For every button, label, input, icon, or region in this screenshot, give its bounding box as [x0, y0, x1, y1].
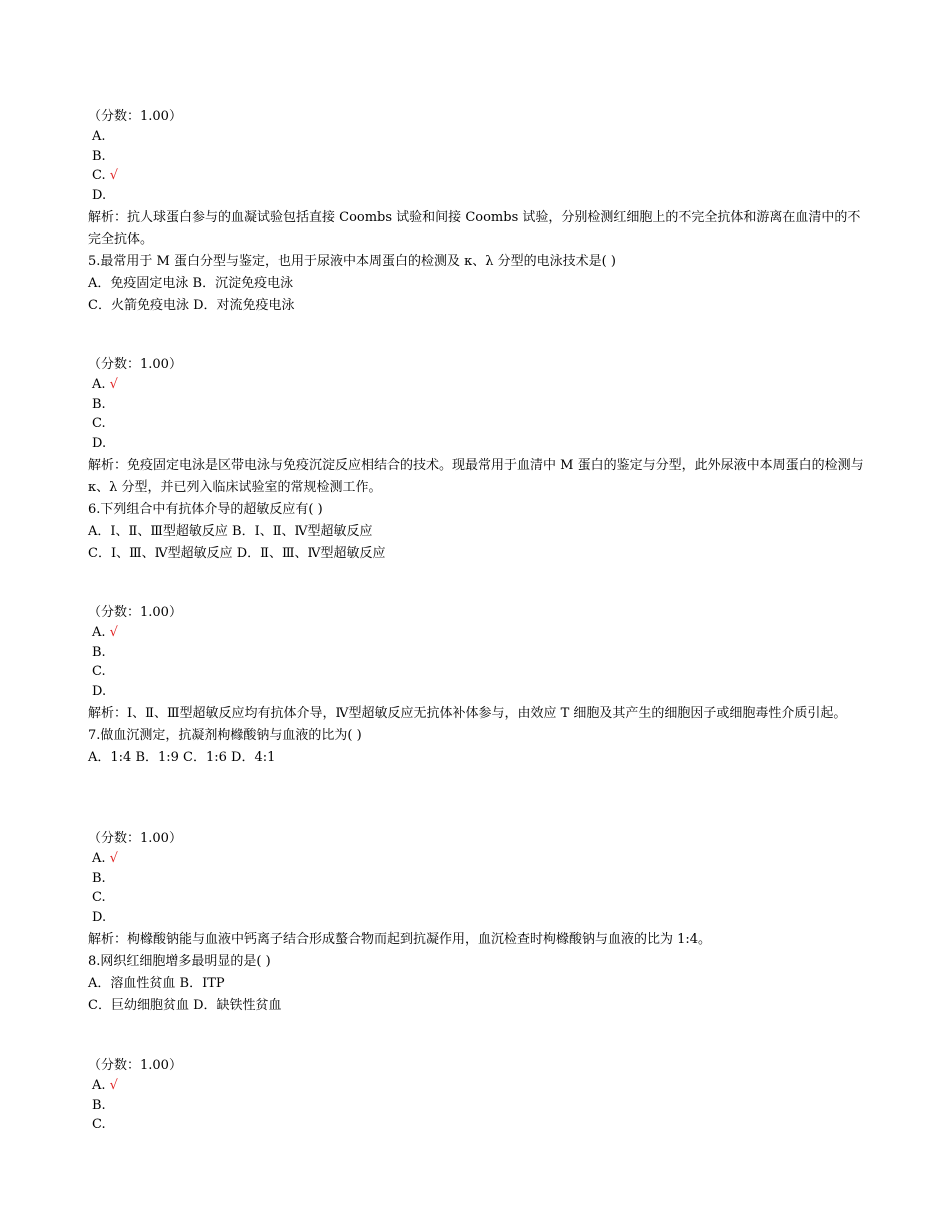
choice-line: C．Ⅰ、Ⅲ、Ⅳ型超敏反应 D．Ⅱ、Ⅲ、Ⅳ型超敏反应 — [88, 546, 386, 562]
option-b — [88, 869, 868, 889]
option-label: B. — [92, 644, 106, 660]
option-label: B. — [92, 870, 106, 886]
option-b — [88, 147, 868, 167]
option-a — [88, 375, 868, 395]
answer-block — [88, 1056, 868, 1135]
answer-block — [88, 603, 868, 769]
choice-line: A．免疫固定电泳 B．沉淀免疫电泳 — [88, 276, 294, 292]
choice-line: A．溶血性贫血 B．ITP — [88, 976, 225, 992]
choice-line: A．Ⅰ、Ⅱ、Ⅲ型超敏反应 B．Ⅰ、Ⅱ、Ⅳ型超敏反应 — [88, 524, 373, 540]
option-label: A. — [92, 129, 106, 144]
option-label: C. — [92, 416, 106, 432]
option-a — [88, 623, 868, 643]
option-label: D. — [92, 187, 107, 203]
question-text: 6.下列组合中有抗体介导的超敏反应有( ) — [88, 502, 323, 518]
score-line: （分数：1.00） — [88, 831, 182, 846]
option-d — [88, 186, 868, 206]
option-label: A. — [92, 1078, 106, 1093]
score-line: （分数：1.00） — [88, 1058, 182, 1073]
analysis-text: 解析：Ⅰ、Ⅱ、Ⅲ型超敏反应均有抗体介导，Ⅳ型超敏反应无抗体补体参与，由效应 T 细胞及其产生的细胞因子或细胞毒性介质引起。 — [88, 706, 847, 722]
option-label: C. — [92, 168, 106, 184]
option-label: D. — [92, 683, 107, 699]
option-d — [88, 908, 868, 928]
choice-line: C．火箭免疫电泳 D．对流免疫电泳 — [88, 298, 295, 314]
score-line: （分数：1.00） — [88, 605, 182, 620]
choice-line: A．1:4 B．1:9 C．1:6 D．4:1 — [88, 750, 276, 766]
option-label: B. — [92, 396, 106, 412]
option-label: D. — [92, 909, 107, 925]
question-text: 8.网织红细胞增多最明显的是( ) — [88, 954, 271, 970]
option-a — [88, 1076, 868, 1096]
option-c — [88, 414, 868, 434]
option-b — [88, 643, 868, 663]
analysis-text: 解析：枸橼酸钠能与血液中钙离子结合形成螯合物而起到抗凝作用，血沉检查时枸橼酸钠与血液的比为 1:4。 — [88, 932, 712, 948]
option-b — [88, 395, 868, 415]
question-text: 5.最常用于 M 蛋白分型与鉴定，也用于尿液中本周蛋白的检测及 κ、λ 分型的电泳技术是( ) — [88, 254, 616, 270]
analysis-text: 解析：免疫固定电泳是区带电泳与免疫沉淀反应相结合的技术。现最常用于血清中 M 蛋白的鉴定与分型，此外尿液中本周蛋白的检测与 κ、λ 分型，并已列入临床试验室的常规检测工作。 — [88, 458, 864, 496]
option-label: A. — [92, 851, 106, 866]
option-label: B. — [92, 148, 106, 164]
answer-block — [88, 355, 868, 565]
option-c — [88, 662, 868, 682]
option-c — [88, 166, 868, 186]
option-label: A. — [92, 377, 106, 392]
option-label: A. — [92, 625, 106, 640]
check-mark: √ — [109, 168, 119, 184]
option-d — [88, 682, 868, 702]
option-label: C. — [92, 664, 106, 680]
option-label: C. — [92, 890, 106, 906]
check-mark: √ — [109, 625, 118, 640]
check-mark: √ — [109, 1078, 118, 1093]
option-d — [88, 434, 868, 454]
option-a — [88, 127, 868, 147]
option-label: B. — [92, 1097, 106, 1113]
score-line: （分数：1.00） — [88, 109, 182, 124]
option-label: D. — [92, 435, 107, 451]
check-mark: √ — [109, 377, 118, 392]
option-c — [88, 888, 868, 908]
option-b — [88, 1096, 868, 1116]
analysis-text: 解析：抗人球蛋白参与的血凝试验包括直接 Coombs 试验和间接 Coombs 试验，分别检测红细胞上的不完全抗体和游离在血清中的不完全抗体。 — [88, 210, 861, 248]
question-text: 7.做血沉测定，抗凝剂枸橼酸钠与血液的比为( ) — [88, 728, 362, 744]
answer-block — [88, 107, 868, 317]
answer-block — [88, 829, 868, 1017]
choice-line: C．巨幼细胞贫血 D．缺铁性贫血 — [88, 998, 282, 1014]
check-mark: √ — [109, 851, 118, 866]
option-label: C. — [92, 1117, 106, 1133]
option-a — [88, 849, 868, 869]
score-line: （分数：1.00） — [88, 357, 182, 372]
option-c — [88, 1115, 868, 1135]
